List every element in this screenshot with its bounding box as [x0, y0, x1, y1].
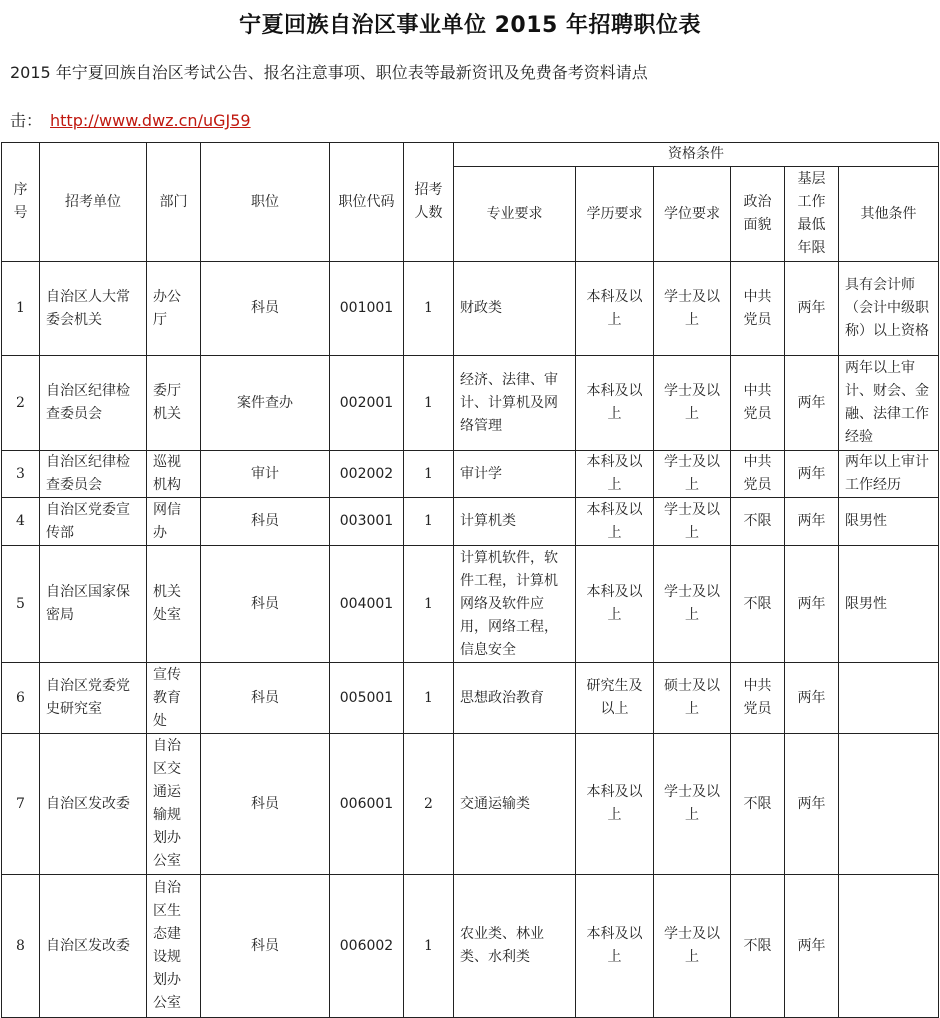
cell-unit: 自治区发改委 [40, 875, 147, 1018]
cell-count: 1 [404, 498, 454, 546]
cell-seq: 5 [2, 546, 40, 663]
cell-dept: 办公厅 [147, 262, 201, 356]
cell-count: 1 [404, 546, 454, 663]
cell-unit: 自治区纪律检查委员会 [40, 356, 147, 451]
cell-other [839, 734, 939, 875]
cell-education: 本科及以上 [576, 875, 654, 1018]
cell-position: 案件查办 [201, 356, 330, 451]
cell-code: 005001 [330, 663, 404, 734]
table-row [2, 875, 939, 1018]
cell-unit: 自治区党委宣传部 [40, 498, 147, 546]
job-rows [2, 262, 939, 1018]
cell-dept: 网信办 [147, 498, 201, 546]
table-row [2, 498, 939, 546]
cell-unit: 自治区国家保密局 [40, 546, 147, 663]
cell-education: 本科及以上 [576, 546, 654, 663]
cell-position: 科员 [201, 546, 330, 663]
header-seq: 序号 [2, 143, 40, 262]
cell-other: 两年以上审计、财会、金融、法律工作经验 [839, 356, 939, 451]
cell-education: 本科及以上 [576, 356, 654, 451]
cell-other [839, 663, 939, 734]
header-degree: 学位要求 [654, 167, 731, 262]
link-line [10, 108, 251, 131]
cell-other: 具有会计师（会计中级职称）以上资格 [839, 262, 939, 356]
header-experience: 基层工作最低年限 [785, 167, 839, 262]
cell-experience: 两年 [785, 734, 839, 875]
cell-other: 限男性 [839, 546, 939, 663]
cell-political: 不限 [731, 498, 785, 546]
cell-major: 思想政治教育 [454, 663, 576, 734]
header-major: 专业要求 [454, 167, 576, 262]
cell-major: 计算机类 [454, 498, 576, 546]
cell-count: 1 [404, 875, 454, 1018]
cell-dept: 机关处室 [147, 546, 201, 663]
cell-dept: 宣传教育处 [147, 663, 201, 734]
link-prefix: 击： [10, 111, 43, 130]
cell-degree: 学士及以上 [654, 498, 731, 546]
cell-unit: 自治区党委党史研究室 [40, 663, 147, 734]
cell-seq: 3 [2, 451, 40, 498]
cell-other [839, 875, 939, 1018]
cell-experience: 两年 [785, 356, 839, 451]
cell-seq: 7 [2, 734, 40, 875]
cell-degree: 学士及以上 [654, 356, 731, 451]
cell-experience: 两年 [785, 498, 839, 546]
cell-code: 002001 [330, 356, 404, 451]
cell-major: 审计学 [454, 451, 576, 498]
cell-education: 本科及以上 [576, 262, 654, 356]
cell-major: 交通运输类 [454, 734, 576, 875]
header-position: 职位 [201, 143, 330, 262]
header-other: 其他条件 [839, 167, 939, 262]
table-row [2, 262, 939, 356]
cell-code: 006002 [330, 875, 404, 1018]
cell-seq: 6 [2, 663, 40, 734]
cell-seq: 2 [2, 356, 40, 451]
cell-code: 001001 [330, 262, 404, 356]
cell-experience: 两年 [785, 663, 839, 734]
cell-unit: 自治区发改委 [40, 734, 147, 875]
cell-major: 农业类、林业类、水利类 [454, 875, 576, 1018]
cell-experience: 两年 [785, 451, 839, 498]
cell-experience: 两年 [785, 262, 839, 356]
header-dept: 部门 [147, 143, 201, 262]
cell-major: 财政类 [454, 262, 576, 356]
table-row [2, 663, 939, 734]
cell-degree: 学士及以上 [654, 546, 731, 663]
cell-political: 不限 [731, 546, 785, 663]
table-row [2, 734, 939, 875]
cell-dept: 自治区生态建设规划办公室 [147, 875, 201, 1018]
cell-degree: 学士及以上 [654, 875, 731, 1018]
header-count: 招考人数 [404, 143, 454, 262]
cell-degree: 学士及以上 [654, 451, 731, 498]
cell-dept: 自治区交通运输规划办公室 [147, 734, 201, 875]
cell-position: 科员 [201, 663, 330, 734]
cell-other: 两年以上审计工作经历 [839, 451, 939, 498]
cell-degree: 学士及以上 [654, 262, 731, 356]
cell-political: 中共党员 [731, 451, 785, 498]
cell-education: 本科及以上 [576, 451, 654, 498]
table-row [2, 546, 939, 663]
header-education: 学历要求 [576, 167, 654, 262]
cell-dept: 巡视机构 [147, 451, 201, 498]
cell-count: 1 [404, 663, 454, 734]
cell-political: 中共党员 [731, 663, 785, 734]
cell-education: 本科及以上 [576, 734, 654, 875]
cell-code: 002002 [330, 451, 404, 498]
header-unit: 招考单位 [40, 143, 147, 262]
cell-count: 2 [404, 734, 454, 875]
cell-count: 1 [404, 262, 454, 356]
cell-count: 1 [404, 356, 454, 451]
cell-position: 科员 [201, 498, 330, 546]
resource-link[interactable]: http://www.dwz.cn/uGJ59 [50, 111, 251, 130]
cell-seq: 8 [2, 875, 40, 1018]
intro-text: 2015 年宁夏回族自治区考试公告、报名注意事项、职位表等最新资讯及免费备考资料请点 [10, 63, 648, 82]
cell-major: 经济、法律、审计、计算机及网络管理 [454, 356, 576, 451]
cell-position: 科员 [201, 262, 330, 356]
cell-unit: 自治区人大常委会机关 [40, 262, 147, 356]
cell-political: 不限 [731, 734, 785, 875]
cell-degree: 硕士及以上 [654, 663, 731, 734]
header-political: 政治面貌 [731, 167, 785, 262]
header-qualifications: 资格条件 [454, 143, 939, 167]
job-table [1, 142, 939, 1018]
cell-count: 1 [404, 451, 454, 498]
cell-position: 科员 [201, 875, 330, 1018]
table-row [2, 451, 939, 498]
cell-dept: 委厅机关 [147, 356, 201, 451]
cell-education: 本科及以上 [576, 498, 654, 546]
cell-position: 审计 [201, 451, 330, 498]
page-title: 宁夏回族自治区事业单位 2015 年招聘职位表 [238, 13, 702, 38]
cell-experience: 两年 [785, 875, 839, 1018]
cell-political: 中共党员 [731, 356, 785, 451]
table-row [2, 356, 939, 451]
cell-education: 研究生及以上 [576, 663, 654, 734]
cell-code: 003001 [330, 498, 404, 546]
header-code: 职位代码 [330, 143, 404, 262]
cell-seq: 4 [2, 498, 40, 546]
cell-seq: 1 [2, 262, 40, 356]
cell-political: 不限 [731, 875, 785, 1018]
cell-experience: 两年 [785, 546, 839, 663]
cell-political: 中共党员 [731, 262, 785, 356]
cell-position: 科员 [201, 734, 330, 875]
cell-degree: 学士及以上 [654, 734, 731, 875]
cell-major: 计算机软件，软件工程，计算机网络及软件应用，网络工程，信息安全 [454, 546, 576, 663]
cell-code: 006001 [330, 734, 404, 875]
cell-unit: 自治区纪律检查委员会 [40, 451, 147, 498]
cell-other: 限男性 [839, 498, 939, 546]
cell-code: 004001 [330, 546, 404, 663]
